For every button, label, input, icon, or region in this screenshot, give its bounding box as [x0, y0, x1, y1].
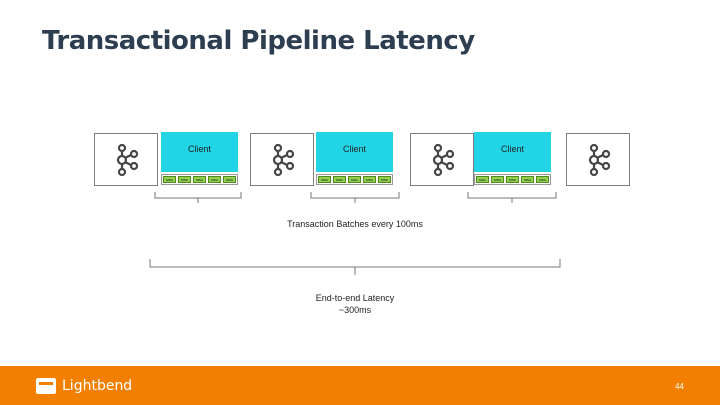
message-block: MSG	[223, 176, 236, 183]
transaction-batch-3	[474, 174, 551, 185]
message-block: MSG	[318, 176, 331, 183]
batch-brace-3	[468, 192, 556, 203]
client-box-2	[316, 132, 393, 172]
page-number: 44	[675, 382, 684, 391]
message-block: MSG	[521, 176, 534, 183]
client-box-3	[474, 132, 551, 172]
latency-caption-line1: End-to-end Latency	[315, 293, 395, 303]
brand-logo	[36, 378, 132, 394]
footer-bar	[0, 366, 720, 405]
batch-brace-1	[155, 192, 241, 203]
brand-name: Lightbend	[62, 378, 133, 394]
message-block: MSG	[348, 176, 361, 183]
client-label: Client	[342, 144, 366, 154]
slide-title: Transactional Pipeline Latency	[42, 26, 475, 56]
message-block: MSG	[506, 176, 519, 183]
client-box-1	[161, 132, 238, 172]
message-block: MSG	[491, 176, 504, 183]
transaction-batch-1	[161, 174, 238, 185]
message-block: MSG	[536, 176, 549, 183]
message-block: MSG	[363, 176, 376, 183]
kafka-logo-icon	[115, 143, 139, 177]
kafka-topic-box-1	[94, 133, 158, 186]
kafka-topic-box-2	[250, 133, 314, 186]
batch-brace-2	[311, 192, 399, 203]
message-block: MSG	[163, 176, 176, 183]
client-label: Client	[187, 144, 211, 154]
kafka-topic-box-3	[410, 133, 474, 186]
lightbend-logo-icon	[36, 378, 56, 394]
transaction-batch-2	[316, 174, 393, 185]
message-block: MSG	[193, 176, 206, 183]
kafka-logo-icon	[271, 143, 295, 177]
message-block: MSG	[378, 176, 391, 183]
message-block: MSG	[178, 176, 191, 183]
kafka-logo-icon	[587, 143, 611, 177]
latency-caption-line2: ~300ms	[338, 305, 372, 315]
batch-caption: Transaction Batches every 100ms	[287, 219, 423, 229]
message-block: MSG	[333, 176, 346, 183]
client-label: Client	[500, 144, 524, 154]
message-block: MSG	[476, 176, 489, 183]
kafka-topic-box-4	[566, 133, 630, 186]
latency-brace	[150, 259, 560, 275]
kafka-logo-icon	[431, 143, 455, 177]
message-block: MSG	[208, 176, 221, 183]
